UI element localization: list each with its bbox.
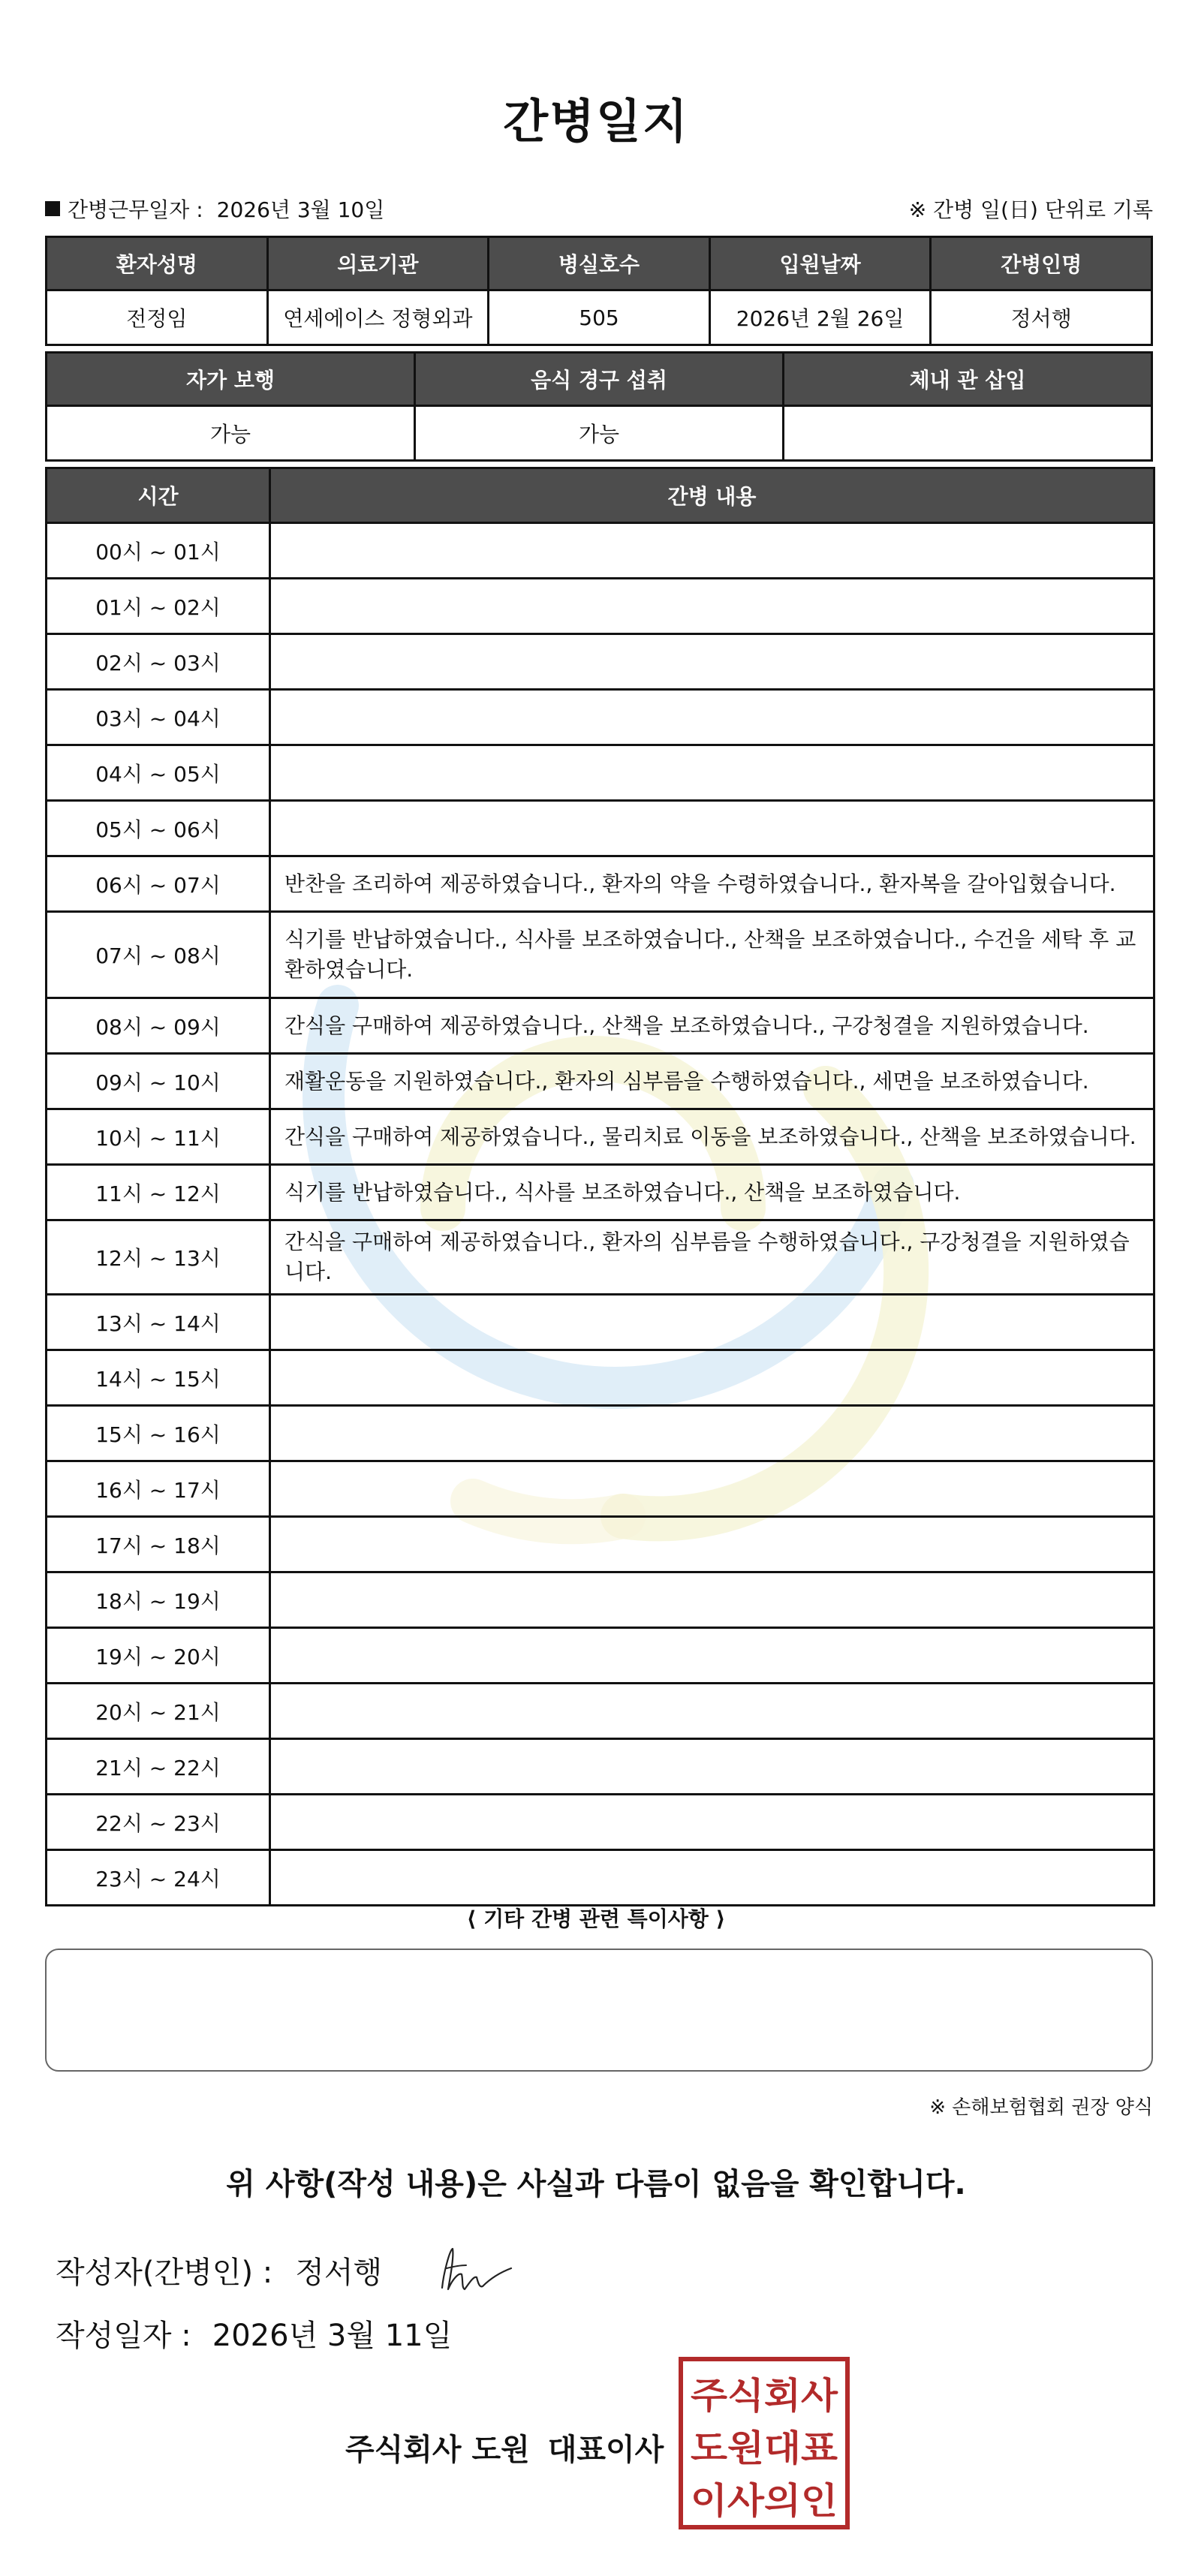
signature-image	[427, 2243, 525, 2297]
time-cell: 00시 ~ 01시	[47, 523, 270, 579]
content-cell	[270, 579, 1154, 634]
time-cell: 23시 ~ 24시	[47, 1850, 270, 1906]
company-name: 주식회사 도원	[345, 2433, 530, 2467]
content-cell	[270, 634, 1154, 690]
table-row	[47, 1572, 1154, 1628]
header-self-walking: 자가 보행	[47, 353, 415, 406]
table-row	[47, 1461, 1154, 1517]
table-row	[47, 1406, 1154, 1461]
written-date: 2026년 3월 11일	[212, 2319, 453, 2353]
table-row	[47, 1109, 1154, 1165]
square-bullet-icon	[45, 201, 60, 216]
content-cell: 간식을 구매하여 제공하였습니다., 물리치료 이동을 보조하였습니다., 산책을 보조하였습니다.	[270, 1109, 1154, 1165]
content-cell: 간식을 구매하여 제공하였습니다., 산책을 보조하였습니다., 구강청결을 지원하였습니다.	[270, 998, 1154, 1054]
table-row	[47, 1350, 1154, 1406]
content-cell	[270, 1572, 1154, 1628]
room-number: 505	[489, 290, 710, 345]
table-row	[47, 1684, 1154, 1739]
tube-insertion-value	[784, 406, 1152, 461]
caregiver-name: 정서행	[931, 290, 1152, 345]
table-row	[47, 1165, 1154, 1220]
special-notes-box	[45, 1949, 1153, 2072]
time-cell: 08시 ~ 09시	[47, 998, 270, 1054]
content-cell	[270, 1350, 1154, 1406]
time-cell: 19시 ~ 20시	[47, 1628, 270, 1684]
header-care-content: 간병 내용	[270, 468, 1154, 523]
patient-info-table	[45, 236, 1153, 346]
table-row	[47, 1295, 1154, 1350]
content-cell: 식기를 반납하였습니다., 식사를 보조하였습니다., 산책을 보조하였습니다., 수건을 세탁 후 교환하였습니다.	[270, 912, 1154, 998]
header-admission-date: 입원날짜	[709, 237, 931, 290]
written-date-row	[56, 2312, 452, 2355]
svg-text:도원대표: 도원대표	[691, 2427, 838, 2469]
table-row	[47, 579, 1154, 634]
content-cell: 반찬을 조리하여 제공하였습니다., 환자의 약을 수령하였습니다., 환자복을 갈아입혔습니다.	[270, 856, 1154, 912]
content-cell: 식기를 반납하였습니다., 식사를 보조하였습니다., 산책을 보조하였습니다.	[270, 1165, 1154, 1220]
svg-text:이사의인: 이사의인	[691, 2480, 838, 2522]
table-row	[47, 1850, 1154, 1906]
time-cell: 20시 ~ 21시	[47, 1684, 270, 1739]
table-row	[47, 856, 1154, 912]
time-cell: 02시 ~ 03시	[47, 634, 270, 690]
table-row	[47, 745, 1154, 801]
header-room-number: 병실호수	[489, 237, 710, 290]
self-walking-value: 가능	[47, 406, 415, 461]
table-row	[47, 1628, 1154, 1684]
work-date: 2026년 3월 10일	[216, 197, 385, 222]
time-cell: 21시 ~ 22시	[47, 1739, 270, 1795]
content-cell	[270, 523, 1154, 579]
admission-date: 2026년 2월 26일	[709, 290, 931, 345]
content-cell	[270, 1628, 1154, 1684]
table-row	[47, 1517, 1154, 1572]
seal-graphic	[683, 2361, 845, 2525]
writer-label: 작성자(간병인) :	[56, 2255, 273, 2290]
table-row	[47, 523, 1154, 579]
hospital-name: 연세에이스 정형외과	[267, 290, 489, 345]
table-row	[47, 690, 1154, 745]
patient-name: 전정임	[47, 290, 268, 345]
table-row	[47, 634, 1154, 690]
table-row	[47, 1795, 1154, 1850]
header-time: 시간	[47, 468, 270, 523]
table-row	[47, 1220, 1154, 1295]
content-cell	[270, 1295, 1154, 1350]
special-notes-title: ⟨ 기타 간병 관련 특이사항 ⟩	[466, 1906, 726, 1931]
time-cell: 05시 ~ 06시	[47, 801, 270, 856]
time-cell: 04시 ~ 05시	[47, 745, 270, 801]
time-cell: 12시 ~ 13시	[47, 1220, 270, 1295]
representative-title: 대표이사	[547, 2433, 664, 2467]
header-caregiver-name: 간병인명	[931, 237, 1152, 290]
time-cell: 13시 ~ 14시	[47, 1295, 270, 1350]
content-cell	[270, 1406, 1154, 1461]
content-cell	[270, 1461, 1154, 1517]
company-signature-line	[345, 2426, 664, 2469]
content-cell	[270, 745, 1154, 801]
writer-name: 정서행	[295, 2255, 383, 2290]
written-date-label: 작성일자 :	[56, 2319, 191, 2353]
time-cell: 03시 ~ 04시	[47, 690, 270, 745]
oral-intake-value: 가능	[415, 406, 784, 461]
time-cell: 01시 ~ 02시	[47, 579, 270, 634]
header-tube-insertion: 체내 관 삽입	[784, 353, 1152, 406]
content-cell	[270, 801, 1154, 856]
time-cell: 17시 ~ 18시	[47, 1517, 270, 1572]
content-cell	[270, 1850, 1154, 1906]
time-cell: 09시 ~ 10시	[47, 1054, 270, 1109]
confirmation-statement: 위 사항(작성 내용)은 사실과 다름이 없음을 확인합니다.	[226, 2167, 966, 2201]
table-row	[47, 998, 1154, 1054]
time-cell: 18시 ~ 19시	[47, 1572, 270, 1628]
header-oral-intake: 음식 경구 섭취	[415, 353, 784, 406]
content-cell	[270, 1517, 1154, 1572]
time-cell: 11시 ~ 12시	[47, 1165, 270, 1220]
page-title: 간병일지	[503, 94, 689, 149]
time-cell: 14시 ~ 15시	[47, 1350, 270, 1406]
writer-row	[56, 2243, 525, 2297]
content-cell	[270, 1795, 1154, 1850]
patient-status-table	[45, 351, 1153, 462]
care-log-table	[45, 467, 1155, 1906]
header-patient-name: 환자성명	[47, 237, 268, 290]
time-cell: 10시 ~ 11시	[47, 1109, 270, 1165]
work-date-group	[45, 194, 384, 224]
table-row	[47, 801, 1154, 856]
content-cell	[270, 690, 1154, 745]
work-date-label: 간병근무일자 :	[68, 197, 203, 222]
content-cell	[270, 1739, 1154, 1795]
time-cell: 15시 ~ 16시	[47, 1406, 270, 1461]
content-cell: 간식을 구매하여 제공하였습니다., 환자의 심부름을 수행하였습니다., 구강청결을 지원하였습니다.	[270, 1220, 1154, 1295]
meta-row	[45, 194, 1153, 224]
time-cell: 06시 ~ 07시	[47, 856, 270, 912]
form-source-note: ※ 손해보험협회 권장 양식	[929, 2096, 1153, 2119]
record-unit-note: ※ 간병 일(日) 단위로 기록	[908, 197, 1153, 222]
svg-text:주식회사: 주식회사	[691, 2375, 838, 2417]
content-cell	[270, 1684, 1154, 1739]
time-cell: 07시 ~ 08시	[47, 912, 270, 998]
time-cell: 16시 ~ 17시	[47, 1461, 270, 1517]
table-row	[47, 1054, 1154, 1109]
time-cell: 22시 ~ 23시	[47, 1795, 270, 1850]
table-row	[47, 912, 1154, 998]
company-seal-stamp	[679, 2357, 850, 2529]
header-hospital: 의료기관	[267, 237, 489, 290]
content-cell: 재활운동을 지원하였습니다., 환자의 심부름을 수행하였습니다., 세면을 보조하였습니다.	[270, 1054, 1154, 1109]
table-row	[47, 1739, 1154, 1795]
